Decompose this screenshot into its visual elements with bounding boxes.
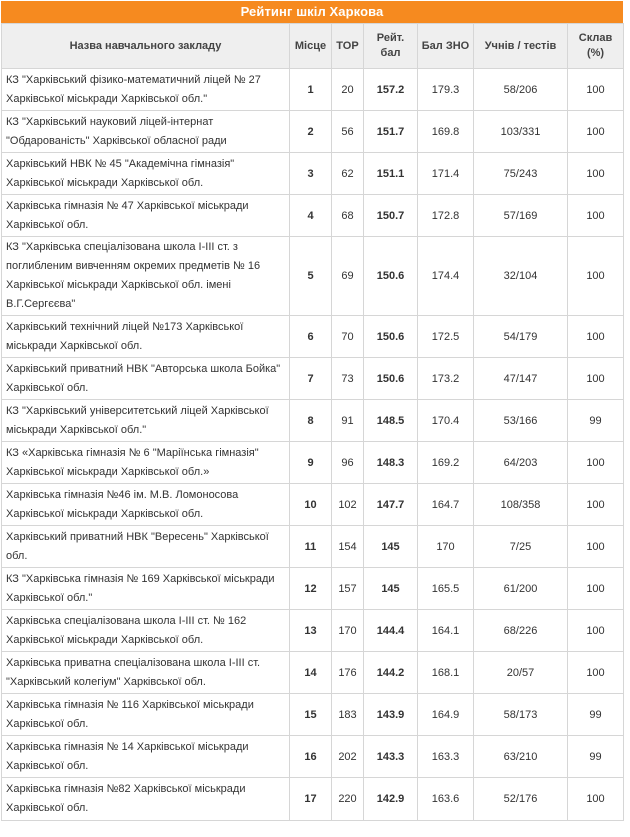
cell-students: 32/104 [474, 237, 568, 316]
table-header-row [2, 24, 624, 69]
cell-composition: 100 [568, 153, 624, 195]
cell-top: 20 [332, 69, 364, 111]
table-row [2, 568, 624, 610]
table-row [2, 237, 624, 316]
cell-zno: 170.4 [418, 400, 474, 442]
cell-zno: 171.4 [418, 153, 474, 195]
cell-zno: 169.8 [418, 111, 474, 153]
cell-top: 69 [332, 237, 364, 316]
cell-zno: 164.1 [418, 610, 474, 652]
cell-name: КЗ "Харківський фізико-математичний ліцей № 27 Харківської міськради Харківської обл." [2, 69, 290, 111]
table-row [2, 442, 624, 484]
cell-top: 56 [332, 111, 364, 153]
cell-students: 58/206 [474, 69, 568, 111]
cell-students: 61/200 [474, 568, 568, 610]
cell-place: 1 [290, 69, 332, 111]
cell-zno: 163.6 [418, 778, 474, 821]
table-row [2, 736, 624, 778]
cell-score: 145 [364, 526, 418, 568]
header-name: Назва навчального закладу [2, 24, 290, 69]
cell-score: 157.2 [364, 69, 418, 111]
cell-score: 143.9 [364, 694, 418, 736]
cell-composition: 100 [568, 358, 624, 400]
cell-students: 108/358 [474, 484, 568, 526]
cell-place: 6 [290, 316, 332, 358]
table-row [2, 195, 624, 237]
cell-name: Харківська гімназія №46 ім. М.В. Ломоносова Харківської міськради Харківської обл. [2, 484, 290, 526]
cell-zno: 174.4 [418, 237, 474, 316]
cell-composition: 99 [568, 400, 624, 442]
cell-top: 68 [332, 195, 364, 237]
cell-place: 5 [290, 237, 332, 316]
cell-score: 150.6 [364, 358, 418, 400]
cell-composition: 100 [568, 237, 624, 316]
cell-students: 58/173 [474, 694, 568, 736]
cell-place: 8 [290, 400, 332, 442]
table-row [2, 316, 624, 358]
cell-top: 220 [332, 778, 364, 821]
cell-score: 144.4 [364, 610, 418, 652]
cell-composition: 100 [568, 195, 624, 237]
cell-composition: 99 [568, 736, 624, 778]
cell-place: 4 [290, 195, 332, 237]
cell-score: 150.6 [364, 316, 418, 358]
table-row [2, 694, 624, 736]
cell-name: Харківська приватна спеціалізована школа І-ІІІ ст. "Харківський колегіум" Харківської обл. [2, 652, 290, 694]
cell-composition: 100 [568, 316, 624, 358]
cell-place: 11 [290, 526, 332, 568]
cell-zno: 163.3 [418, 736, 474, 778]
cell-students: 20/57 [474, 652, 568, 694]
cell-score: 148.3 [364, 442, 418, 484]
cell-name: Харківський технічний ліцей №173 Харківської міськради Харківської обл. [2, 316, 290, 358]
cell-place: 15 [290, 694, 332, 736]
cell-students: 53/166 [474, 400, 568, 442]
cell-top: 183 [332, 694, 364, 736]
cell-score: 147.7 [364, 484, 418, 526]
cell-top: 154 [332, 526, 364, 568]
cell-score: 144.2 [364, 652, 418, 694]
cell-score: 143.3 [364, 736, 418, 778]
table-row [2, 526, 624, 568]
cell-name: КЗ «Харківська гімназія № 6 "Маріїнська гімназія" Харківської міськради Харківської обл.» [2, 442, 290, 484]
table-row [2, 652, 624, 694]
header-score: Рейт. бал [364, 24, 418, 69]
cell-top: 91 [332, 400, 364, 442]
cell-top: 96 [332, 442, 364, 484]
cell-students: 75/243 [474, 153, 568, 195]
cell-place: 13 [290, 610, 332, 652]
cell-top: 202 [332, 736, 364, 778]
table-title: Рейтинг шкіл Харкова [1, 1, 623, 23]
cell-score: 151.1 [364, 153, 418, 195]
cell-place: 12 [290, 568, 332, 610]
table-row [2, 111, 624, 153]
cell-composition: 100 [568, 484, 624, 526]
cell-composition: 100 [568, 442, 624, 484]
cell-score: 151.7 [364, 111, 418, 153]
cell-zno: 170 [418, 526, 474, 568]
cell-name: КЗ "Харківська спеціалізована школа І-ІІІ ст. з поглибленим вивченням окремих предметів № 16 Харківської міськради Харківської обл. імені В.Г.Сергєєва" [2, 237, 290, 316]
cell-name: Харківська гімназія № 14 Харківської міськради Харківської обл. [2, 736, 290, 778]
cell-composition: 100 [568, 69, 624, 111]
cell-top: 62 [332, 153, 364, 195]
cell-name: КЗ "Харківський науковий ліцей-інтернат "Обдарованість" Харківської обласної ради [2, 111, 290, 153]
cell-top: 73 [332, 358, 364, 400]
header-place: Місце [290, 24, 332, 69]
cell-score: 145 [364, 568, 418, 610]
table-body [2, 69, 624, 821]
table-row [2, 400, 624, 442]
cell-students: 68/226 [474, 610, 568, 652]
rating-table-container [1, 1, 623, 821]
cell-zno: 173.2 [418, 358, 474, 400]
cell-name: Харківський приватний НВК "Авторська школа Бойка" Харківської обл. [2, 358, 290, 400]
cell-zno: 172.5 [418, 316, 474, 358]
cell-place: 7 [290, 358, 332, 400]
table-row [2, 778, 624, 821]
cell-name: КЗ "Харківський університетський ліцей Харківської міськради Харківської обл." [2, 400, 290, 442]
cell-name: Харківська спеціалізована школа І-ІІІ ст. № 162 Харківської міськради Харківської обл. [2, 610, 290, 652]
cell-name: Харківський НВК № 45 "Академічна гімназія" Харківської міськради Харківської обл. [2, 153, 290, 195]
table-row [2, 69, 624, 111]
cell-zno: 172.8 [418, 195, 474, 237]
cell-top: 157 [332, 568, 364, 610]
cell-score: 148.5 [364, 400, 418, 442]
header-top: TOP [332, 24, 364, 69]
cell-zno: 164.9 [418, 694, 474, 736]
cell-zno: 168.1 [418, 652, 474, 694]
cell-students: 54/179 [474, 316, 568, 358]
cell-place: 3 [290, 153, 332, 195]
cell-students: 57/169 [474, 195, 568, 237]
cell-composition: 100 [568, 568, 624, 610]
table-row [2, 610, 624, 652]
cell-place: 16 [290, 736, 332, 778]
rating-table [1, 23, 624, 821]
cell-students: 47/147 [474, 358, 568, 400]
table-row [2, 153, 624, 195]
cell-name: КЗ "Харківська гімназія № 169 Харківської міськради Харківської обл." [2, 568, 290, 610]
cell-composition: 100 [568, 652, 624, 694]
cell-composition: 100 [568, 610, 624, 652]
cell-name: Харківська гімназія №82 Харківської міськради Харківської обл. [2, 778, 290, 821]
cell-top: 170 [332, 610, 364, 652]
cell-composition: 100 [568, 526, 624, 568]
table-row [2, 484, 624, 526]
cell-name: Харківська гімназія № 47 Харківської міськради Харківської обл. [2, 195, 290, 237]
cell-top: 102 [332, 484, 364, 526]
cell-students: 7/25 [474, 526, 568, 568]
cell-zno: 165.5 [418, 568, 474, 610]
header-zno: Бал ЗНО [418, 24, 474, 69]
header-students: Учнів / тестів [474, 24, 568, 69]
cell-students: 52/176 [474, 778, 568, 821]
cell-zno: 179.3 [418, 69, 474, 111]
header-composition: Склав (%) [568, 24, 624, 69]
cell-place: 14 [290, 652, 332, 694]
cell-students: 103/331 [474, 111, 568, 153]
cell-zno: 164.7 [418, 484, 474, 526]
cell-score: 150.6 [364, 237, 418, 316]
cell-composition: 100 [568, 778, 624, 821]
cell-composition: 100 [568, 111, 624, 153]
cell-name: Харківський приватний НВК "Вересень" Харківської обл. [2, 526, 290, 568]
cell-score: 150.7 [364, 195, 418, 237]
cell-students: 64/203 [474, 442, 568, 484]
cell-place: 2 [290, 111, 332, 153]
cell-top: 70 [332, 316, 364, 358]
table-row [2, 358, 624, 400]
cell-zno: 169.2 [418, 442, 474, 484]
cell-name: Харківська гімназія № 116 Харківської міськради Харківської обл. [2, 694, 290, 736]
cell-score: 142.9 [364, 778, 418, 821]
cell-place: 17 [290, 778, 332, 821]
cell-place: 10 [290, 484, 332, 526]
cell-place: 9 [290, 442, 332, 484]
cell-top: 176 [332, 652, 364, 694]
cell-composition: 99 [568, 694, 624, 736]
cell-students: 63/210 [474, 736, 568, 778]
